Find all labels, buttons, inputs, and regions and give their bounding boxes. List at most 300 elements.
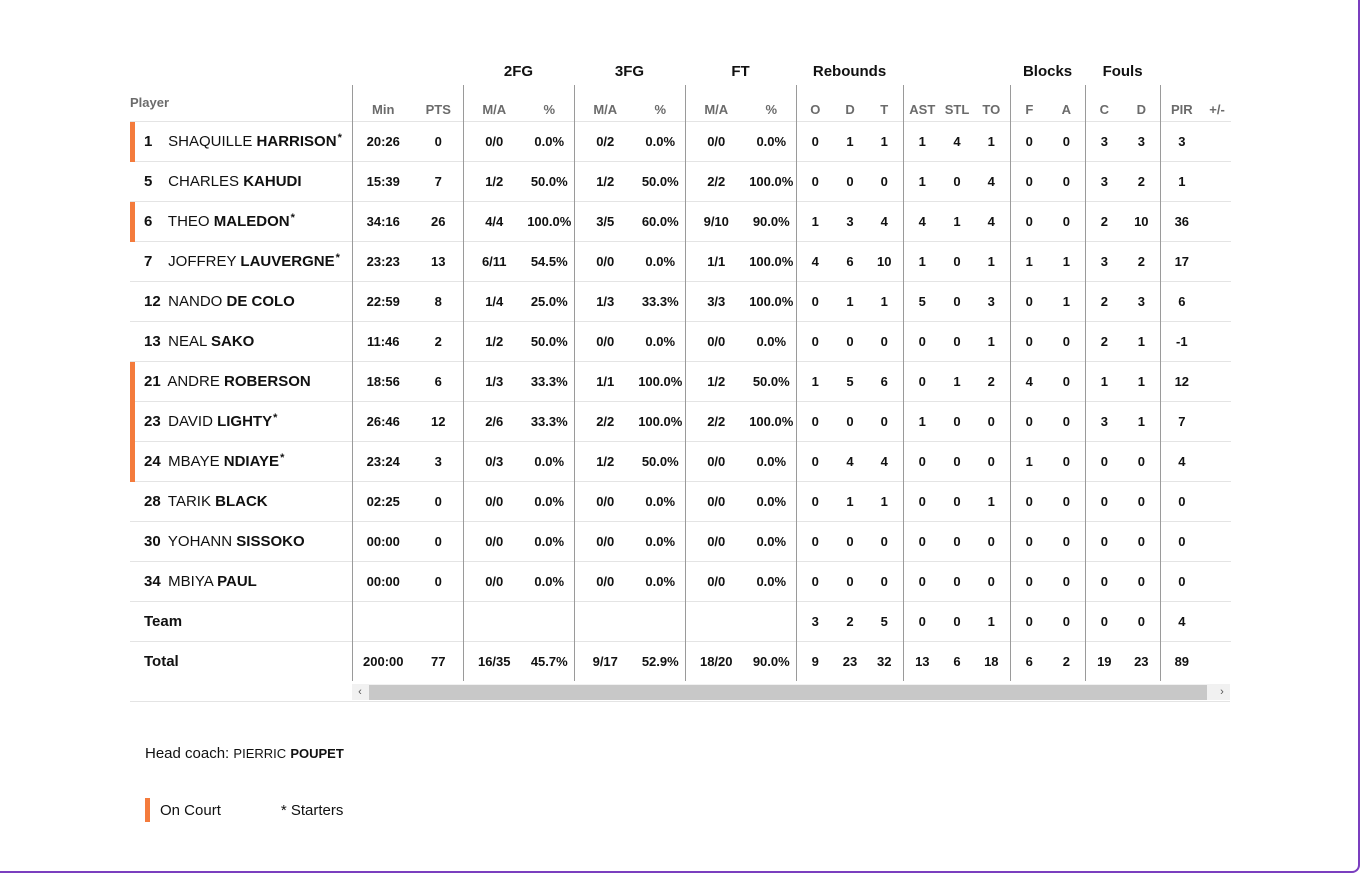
scroll-right-arrow-icon[interactable]: › [1220, 686, 1224, 698]
stat-foul-d: 1 [1123, 401, 1160, 441]
player-number: 24 [144, 452, 161, 470]
stat-ft-ma: 1/2 [685, 361, 747, 401]
stat-reb-o: 0 [796, 521, 834, 561]
stat-reb-t: 4 [866, 441, 903, 481]
stat-to: 4 [973, 161, 1010, 201]
player-last-name: LIGHTY [217, 412, 273, 430]
stat-ast: 0 [903, 441, 941, 481]
group-header-3fg: 3FG [614, 62, 645, 80]
stat-min: 02:25 [352, 481, 414, 521]
stat-pir: 36 [1160, 201, 1203, 241]
stat-ft-pct: 90.0% [747, 201, 796, 241]
stat-foul-d: 2 [1123, 241, 1160, 281]
column-header-foul-c: C [1085, 85, 1123, 121]
stat-foul-c: 2 [1085, 281, 1123, 321]
player-name-cell [130, 121, 352, 161]
stat-pir: 0 [1160, 521, 1203, 561]
stat-pts: 26 [414, 201, 463, 241]
column-header-reb-d: D [845, 101, 855, 117]
stat-reb-t: 10 [866, 241, 903, 281]
header-spacer [1160, 57, 1231, 85]
stat-ft-pct [747, 601, 796, 641]
stat-fg3-pct: 50.0% [636, 441, 685, 481]
stat-fg3-pct: 0.0% [636, 521, 685, 561]
stat-reb-o: 9 [796, 641, 834, 681]
stat-fg2-pct: 100.0% [525, 201, 574, 241]
player-row[interactable] [130, 561, 1231, 601]
player-first-name: NANDO [168, 292, 223, 310]
player-row[interactable] [130, 361, 1231, 401]
player-number: 34 [144, 572, 161, 590]
stat-fg3-pct: 100.0% [636, 361, 685, 401]
stat-reb-d: 0 [834, 401, 866, 441]
stat-stl: 0 [941, 601, 973, 641]
player-last-name: BLACK [215, 492, 268, 510]
stat-blk-f: 0 [1010, 401, 1048, 441]
stat-pm [1203, 401, 1231, 441]
stat-blk-f: 0 [1010, 561, 1048, 601]
stat-fg3-ma: 2/2 [574, 401, 636, 441]
stat-foul-c: 0 [1085, 601, 1123, 641]
on-court-indicator [130, 202, 135, 242]
stat-pir: 7 [1160, 401, 1203, 441]
stat-reb-d: 0 [834, 161, 866, 201]
stat-to: 0 [973, 441, 1010, 481]
stat-pm [1203, 641, 1231, 681]
stat-pts [414, 601, 463, 641]
box-score-table [130, 57, 1231, 681]
stat-pm [1203, 241, 1231, 281]
stat-fg3-pct: 0.0% [636, 321, 685, 361]
stat-ft-ma: 9/10 [685, 201, 747, 241]
stat-reb-d: 4 [834, 441, 866, 481]
stat-foul-c: 0 [1085, 481, 1123, 521]
stat-foul-c: 19 [1085, 641, 1123, 681]
player-row[interactable] [130, 281, 1231, 321]
stat-pir: 4 [1160, 601, 1203, 641]
stat-reb-d: 5 [834, 361, 866, 401]
stat-blk-f: 0 [1010, 161, 1048, 201]
player-row[interactable] [130, 121, 1231, 161]
player-name-cell [130, 481, 352, 521]
stat-fg2-pct: 0.0% [525, 481, 574, 521]
scrollbar-thumb[interactable] [369, 685, 1207, 700]
column-header-blk-f: F [1010, 85, 1048, 121]
stat-fg2-pct: 50.0% [525, 321, 574, 361]
stat-reb-t: 4 [866, 201, 903, 241]
stat-reb-o: 0 [796, 321, 834, 361]
stat-blk-f: 4 [1010, 361, 1048, 401]
stat-to: 1 [973, 241, 1010, 281]
stat-ft-pct: 0.0% [747, 121, 796, 161]
column-header-2fg-ma: M/A [463, 85, 525, 121]
stat-pir: 1 [1160, 161, 1203, 201]
stat-to: 0 [973, 401, 1010, 441]
stat-fg2-ma: 6/11 [463, 241, 525, 281]
player-number: 21 [144, 372, 161, 390]
stat-pm [1203, 281, 1231, 321]
stat-foul-c: 2 [1085, 321, 1123, 361]
stat-pts: 13 [414, 241, 463, 281]
stat-blk-f: 0 [1010, 321, 1048, 361]
stat-to: 1 [973, 321, 1010, 361]
stat-reb-o: 0 [796, 281, 834, 321]
column-header-3fg-pct: % [654, 101, 667, 117]
stat-pm [1203, 561, 1231, 601]
stat-min: 18:56 [352, 361, 414, 401]
stat-pm [1203, 161, 1231, 201]
stat-ast: 4 [903, 201, 941, 241]
stat-ft-pct: 0.0% [747, 561, 796, 601]
player-name-cell [130, 241, 352, 281]
stat-to: 4 [973, 201, 1010, 241]
legend [145, 798, 343, 822]
stat-ast: 0 [903, 481, 941, 521]
stat-min: 34:16 [352, 201, 414, 241]
stat-foul-c: 0 [1085, 561, 1123, 601]
stat-blk-f: 0 [1010, 281, 1048, 321]
stat-to: 1 [973, 601, 1010, 641]
stat-reb-d: 0 [834, 321, 866, 361]
stat-reb-t: 1 [866, 121, 903, 161]
stat-pts: 3 [414, 441, 463, 481]
player-last-name: SAKO [210, 332, 255, 350]
stat-ast: 13 [903, 641, 941, 681]
stat-fg3-ma: 0/0 [574, 481, 636, 521]
player-last-name: KAHUDI [243, 172, 302, 190]
stat-to: 1 [973, 121, 1010, 161]
stat-stl: 0 [941, 441, 973, 481]
stat-fg2-ma: 1/2 [463, 161, 525, 201]
stat-ast: 5 [903, 281, 941, 321]
stat-foul-d: 3 [1123, 121, 1160, 161]
stat-blk-f: 1 [1010, 441, 1048, 481]
stat-pm [1203, 121, 1231, 161]
stat-ast: 1 [903, 241, 941, 281]
column-header-to: TO [982, 101, 1001, 117]
stat-blk-a: 1 [1048, 241, 1085, 281]
stat-ft-pct: 0.0% [747, 321, 796, 361]
stat-blk-a: 0 [1048, 361, 1085, 401]
stat-reb-t: 0 [866, 321, 903, 361]
stat-blk-a: 2 [1048, 641, 1085, 681]
stat-min: 00:00 [352, 561, 414, 601]
player-row[interactable] [130, 201, 1231, 241]
player-row[interactable] [130, 241, 1231, 281]
player-last-name: LAUVERGNE [240, 252, 335, 270]
stat-fg2-ma: 4/4 [463, 201, 525, 241]
stat-foul-c: 3 [1085, 161, 1123, 201]
stat-fg2-pct: 33.3% [525, 401, 574, 441]
team-row-label: Team [130, 601, 352, 641]
player-row[interactable] [130, 441, 1231, 481]
team-row [130, 601, 1231, 641]
stat-reb-d: 1 [834, 121, 866, 161]
player-first-name: SHAQUILLE [168, 132, 253, 150]
stat-reb-o: 0 [796, 161, 834, 201]
stat-reb-t: 0 [866, 401, 903, 441]
legend-on-court: On Court [160, 801, 221, 819]
head-coach-first-name: PIERRIC [233, 746, 287, 761]
head-coach-last-name: POUPET [290, 746, 344, 761]
stat-pts: 0 [414, 561, 463, 601]
stat-ft-ma: 0/0 [685, 481, 747, 521]
player-name-cell [130, 201, 352, 241]
column-header-foul-d: D [1136, 101, 1146, 117]
stat-ft-ma: 1/1 [685, 241, 747, 281]
stat-reb-o: 1 [796, 201, 834, 241]
stat-fg2-ma: 0/0 [463, 121, 525, 161]
total-row [130, 641, 1231, 681]
header-spacer [903, 57, 1010, 85]
stat-stl: 0 [941, 401, 973, 441]
stat-ast: 0 [903, 601, 941, 641]
stat-blk-a: 0 [1048, 481, 1085, 521]
column-header-ast: AST [903, 85, 941, 121]
stat-blk-f: 0 [1010, 521, 1048, 561]
column-header-ft-pct: % [765, 101, 778, 117]
stat-ft-ma: 18/20 [685, 641, 747, 681]
player-first-name: JOFFREY [168, 252, 237, 270]
stat-min: 26:46 [352, 401, 414, 441]
stat-reb-d: 2 [834, 601, 866, 641]
stat-fg3-ma [574, 601, 636, 641]
stat-stl: 0 [941, 161, 973, 201]
stat-reb-t: 0 [866, 161, 903, 201]
column-header-pir: PIR [1160, 85, 1203, 121]
stat-pm [1203, 201, 1231, 241]
player-name-cell [130, 561, 352, 601]
stat-fg2-ma: 1/3 [463, 361, 525, 401]
stat-foul-c: 3 [1085, 121, 1123, 161]
stat-fg2-pct: 54.5% [525, 241, 574, 281]
stat-reb-t: 32 [866, 641, 903, 681]
player-last-name: MALEDON [213, 212, 290, 230]
on-court-indicator [130, 362, 135, 402]
stat-ft-pct: 0.0% [747, 521, 796, 561]
stat-pts: 77 [414, 641, 463, 681]
column-header-3fg-ma: M/A [574, 85, 636, 121]
stat-reb-t: 6 [866, 361, 903, 401]
stat-stl: 1 [941, 361, 973, 401]
stat-stl: 0 [941, 321, 973, 361]
scroll-left-arrow-icon[interactable]: ‹ [358, 686, 362, 698]
stat-ft-pct: 100.0% [747, 401, 796, 441]
stat-reb-o: 3 [796, 601, 834, 641]
stat-fg3-pct: 52.9% [636, 641, 685, 681]
group-header-blocks: Blocks [1022, 62, 1073, 80]
stat-blk-a: 0 [1048, 441, 1085, 481]
stat-fg3-ma: 0/0 [574, 521, 636, 561]
stat-reb-o: 0 [796, 481, 834, 521]
stat-pts: 6 [414, 361, 463, 401]
starter-marker: * [335, 251, 340, 264]
stat-pts: 0 [414, 121, 463, 161]
stat-to: 0 [973, 521, 1010, 561]
player-last-name: ROBERSON [224, 372, 311, 390]
stat-ft-pct: 0.0% [747, 441, 796, 481]
stat-pts: 0 [414, 481, 463, 521]
stat-foul-d: 10 [1123, 201, 1160, 241]
stat-fg3-pct: 0.0% [636, 561, 685, 601]
stat-foul-d: 1 [1123, 361, 1160, 401]
stat-foul-c: 3 [1085, 401, 1123, 441]
stat-fg3-pct: 50.0% [636, 161, 685, 201]
stat-pm [1203, 521, 1231, 561]
stat-fg3-ma: 0/0 [574, 321, 636, 361]
stat-fg3-pct: 0.0% [636, 121, 685, 161]
stat-fg3-ma: 3/5 [574, 201, 636, 241]
stat-blk-a: 0 [1048, 521, 1085, 561]
stat-ft-ma: 2/2 [685, 401, 747, 441]
header-spacer [130, 57, 352, 85]
player-number: 6 [144, 212, 153, 230]
stat-blk-a: 1 [1048, 281, 1085, 321]
total-row-label: Total [130, 641, 352, 681]
stat-foul-d: 0 [1123, 521, 1160, 561]
stat-fg3-ma: 0/0 [574, 561, 636, 601]
stat-blk-a: 0 [1048, 321, 1085, 361]
column-header-reb-t: T [880, 101, 889, 117]
column-header-min: Min [352, 85, 414, 121]
stat-foul-d: 0 [1123, 601, 1160, 641]
table-bottom-divider [130, 701, 1230, 702]
stat-pir: 0 [1160, 481, 1203, 521]
player-first-name: MBAYE [168, 452, 220, 470]
stat-fg3-pct: 0.0% [636, 481, 685, 521]
stat-min: 23:23 [352, 241, 414, 281]
stat-reb-d: 1 [834, 481, 866, 521]
stat-blk-a: 0 [1048, 601, 1085, 641]
stat-fg3-ma: 0/0 [574, 241, 636, 281]
player-number: 12 [144, 292, 161, 310]
stat-fg2-ma: 0/3 [463, 441, 525, 481]
starter-marker: * [337, 131, 342, 144]
player-row[interactable] [130, 521, 1231, 561]
stat-pir: 17 [1160, 241, 1203, 281]
player-number: 1 [144, 132, 153, 150]
stat-reb-t: 1 [866, 281, 903, 321]
stat-ft-ma: 3/3 [685, 281, 747, 321]
stat-stl: 0 [941, 281, 973, 321]
column-header-pts: PTS [425, 101, 451, 117]
stat-min: 00:00 [352, 521, 414, 561]
stat-fg3-ma: 9/17 [574, 641, 636, 681]
stat-reb-d: 23 [834, 641, 866, 681]
player-name-cell [130, 401, 352, 441]
stat-ft-pct: 100.0% [747, 161, 796, 201]
stat-reb-o: 0 [796, 561, 834, 601]
stat-stl: 0 [941, 241, 973, 281]
stat-reb-o: 4 [796, 241, 834, 281]
player-name-cell [130, 281, 352, 321]
player-row[interactable] [130, 481, 1231, 521]
stat-reb-d: 0 [834, 561, 866, 601]
stat-fg3-pct: 33.3% [636, 281, 685, 321]
player-last-name: SISSOKO [236, 532, 305, 550]
stat-fg2-ma: 2/6 [463, 401, 525, 441]
stat-stl: 4 [941, 121, 973, 161]
stat-ast: 0 [903, 561, 941, 601]
stat-reb-o: 0 [796, 121, 834, 161]
stat-blk-a: 0 [1048, 561, 1085, 601]
player-name-cell [130, 521, 352, 561]
player-row[interactable] [130, 321, 1231, 361]
stat-foul-c: 0 [1085, 521, 1123, 561]
stat-ft-pct: 90.0% [747, 641, 796, 681]
player-row[interactable] [130, 401, 1231, 441]
stat-pir: 0 [1160, 561, 1203, 601]
stat-reb-d: 1 [834, 281, 866, 321]
column-header-blk-a: A [1061, 101, 1071, 117]
stat-pts: 7 [414, 161, 463, 201]
stat-fg2-pct: 50.0% [525, 161, 574, 201]
stat-blk-f: 6 [1010, 641, 1048, 681]
stat-ft-ma [685, 601, 747, 641]
stat-stl: 0 [941, 481, 973, 521]
stat-stl: 6 [941, 641, 973, 681]
stat-pir: 3 [1160, 121, 1203, 161]
stat-pir: 6 [1160, 281, 1203, 321]
stat-pir: -1 [1160, 321, 1203, 361]
stat-fg2-pct: 0.0% [525, 561, 574, 601]
stat-blk-a: 0 [1048, 401, 1085, 441]
stat-foul-c: 2 [1085, 201, 1123, 241]
stat-min: 22:59 [352, 281, 414, 321]
stat-ft-ma: 2/2 [685, 161, 747, 201]
player-number: 23 [144, 412, 161, 430]
group-header-2fg: 2FG [503, 62, 534, 80]
on-court-indicator [130, 402, 135, 442]
stat-fg2-ma: 1/2 [463, 321, 525, 361]
column-header-plus-minus: +/- [1209, 101, 1225, 117]
stat-ft-ma: 0/0 [685, 321, 747, 361]
stat-reb-o: 0 [796, 401, 834, 441]
player-row[interactable] [130, 161, 1231, 201]
horizontal-scrollbar[interactable] [352, 684, 1230, 700]
stat-fg3-pct [636, 601, 685, 641]
head-coach-label: Head coach: [145, 745, 230, 762]
starter-marker: * [290, 211, 295, 224]
stat-pir: 4 [1160, 441, 1203, 481]
stat-fg3-ma: 1/2 [574, 161, 636, 201]
stat-reb-d: 3 [834, 201, 866, 241]
stat-ast: 0 [903, 521, 941, 561]
stat-ft-pct: 100.0% [747, 281, 796, 321]
stat-blk-f: 0 [1010, 481, 1048, 521]
starter-marker: * [273, 411, 278, 424]
stat-ft-ma: 0/0 [685, 561, 747, 601]
stat-ast: 1 [903, 121, 941, 161]
stat-fg2-ma: 0/0 [463, 561, 525, 601]
column-header-ft-ma: M/A [685, 85, 747, 121]
on-court-indicator [130, 122, 135, 162]
stat-reb-t: 0 [866, 561, 903, 601]
stat-fg2-ma: 0/0 [463, 481, 525, 521]
stat-reb-t: 1 [866, 481, 903, 521]
player-last-name: DE COLO [226, 292, 295, 310]
player-name-cell [130, 161, 352, 201]
stat-pts: 0 [414, 521, 463, 561]
player-name-cell [130, 361, 352, 401]
stat-fg2-pct: 0.0% [525, 521, 574, 561]
stat-fg3-ma: 1/1 [574, 361, 636, 401]
stat-pm [1203, 441, 1231, 481]
player-number: 13 [144, 332, 161, 350]
stat-foul-d: 1 [1123, 321, 1160, 361]
group-header-ft: FT [731, 62, 750, 80]
stat-ft-pct: 100.0% [747, 241, 796, 281]
